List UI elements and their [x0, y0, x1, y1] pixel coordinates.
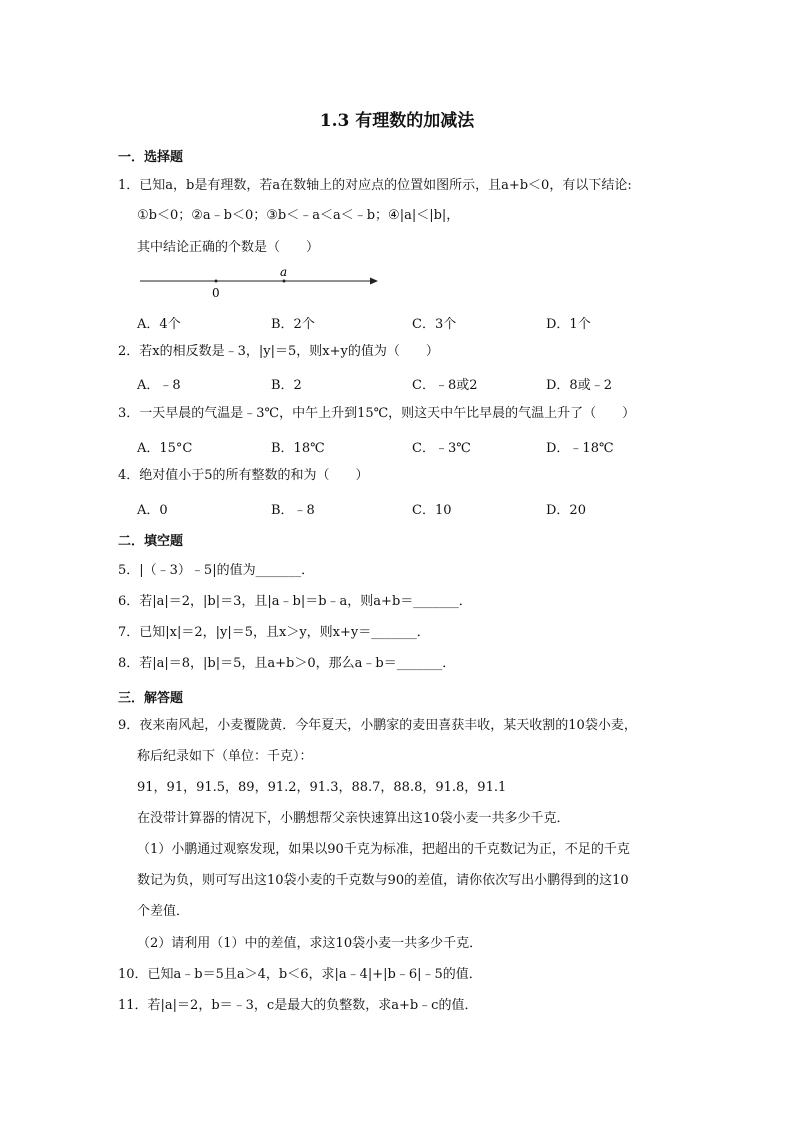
question-2-option-a: A．﹣8	[137, 378, 181, 393]
question-9-part-2: （2）请利用（1）中的差值，求这10袋小麦一共多少千克．	[137, 936, 483, 951]
question-9-part-1-line-1: （1）小鹏通过观察发现，如果以90千克为标准，把超出的千克数记为正，不足的千克	[137, 842, 630, 857]
question-4-option-a: A．0	[137, 503, 168, 518]
question-3-option-a: A．15°C	[137, 441, 193, 456]
question-1-option-a: A．4个	[137, 317, 181, 332]
question-9-part-1-line-3: 个差值．	[137, 904, 190, 919]
question-9-line-2: 称后纪录如下（单位：千克）：	[137, 749, 313, 764]
section-heading-solve: 三．解答题	[118, 691, 184, 706]
question-2-stem: 2．若x的相反数是﹣3，|y|＝5，则x+y的值为（ ）	[118, 344, 439, 359]
zero-label: 0	[212, 286, 220, 300]
zero-point	[215, 280, 218, 283]
section-heading-fill-in: 二．填空题	[118, 534, 184, 549]
question-2-option-d: D．8或﹣2	[546, 378, 612, 393]
question-1-option-d: D．1个	[546, 317, 591, 332]
question-3-stem: 3．一天早晨的气温是﹣3℃，中午上升到15℃，则这天中午比早晨的气温上升了（ ）	[118, 406, 636, 421]
question-9-part-1-line-2: 数记为负，则可写出这10袋小麦的千克数与90的差值，请你依次写出小鹏得到的这10	[137, 873, 629, 888]
question-3-option-c: C．﹣3℃	[412, 441, 471, 456]
question-2-option-c: C．﹣8或2	[412, 378, 478, 393]
question-11: 11．若|a|＝2，b＝﹣3，c是最大的负整数，求a+b﹣c的值．	[118, 998, 478, 1013]
question-2-option-b: B．2	[271, 378, 302, 393]
question-1-option-c: C．3个	[412, 317, 457, 332]
question-5: 5．|（﹣3）﹣5|的值为_______．	[118, 563, 315, 578]
question-9-line-4: 在没带计算器的情况下，小鹏想帮父亲快速算出这10袋小麦一共多少千克．	[137, 811, 570, 826]
question-1-conclusions: ①b＜0；②a﹣b＜0；③b＜﹣a＜a＜﹣b；④|a|＜|b|，	[137, 208, 460, 223]
question-4-option-c: C．10	[412, 503, 452, 518]
question-6: 6．若|a|＝2，|b|＝3，且|a﹣b|＝b﹣a，则a+b＝_______．	[118, 594, 472, 609]
question-4-option-b: B．﹣8	[271, 503, 315, 518]
question-9-line-1: 9．夜来南风起，小麦覆陇黄．今年夏天，小鹏家的麦田喜获丰收，某天收割的10袋小麦，	[118, 718, 637, 733]
question-8: 8．若|a|＝8，|b|＝5，且a+b＞0，那么a﹣b＝_______．	[118, 656, 456, 671]
question-10: 10．已知a﹣b＝5且a＞4，b＜6，求|a﹣4|+|b﹣6|﹣5的值．	[118, 967, 482, 982]
question-3-option-d: D．﹣18℃	[546, 441, 614, 456]
question-4-stem: 4．绝对值小于5的所有整数的和为（ ）	[118, 468, 369, 483]
page-title: 1.3 有理数的加减法	[319, 111, 475, 131]
question-1-option-b: B．2个	[271, 317, 315, 332]
question-3-option-b: B．18℃	[271, 441, 325, 456]
number-line-figure	[140, 268, 385, 304]
a-label: a	[280, 268, 288, 279]
question-1-ask: 其中结论正确的个数是（ ）	[137, 240, 320, 255]
section-heading-choice: 一．选择题	[118, 150, 184, 165]
question-4-option-d: D．20	[546, 503, 586, 518]
number-line-arrow	[370, 278, 378, 285]
question-7: 7．已知|x|＝2，|y|＝5，且x＞y，则x+y＝_______．	[118, 625, 430, 640]
question-9-data: 91，91，91.5，89，91.2，91.3，88.7，88.8，91.8，91.1	[137, 780, 507, 795]
a-point	[283, 280, 286, 283]
question-1-stem: 1．已知a，b是有理数，若a在数轴上的对应点的位置如图所示，且a+b＜0，有以下结论:	[118, 178, 632, 193]
